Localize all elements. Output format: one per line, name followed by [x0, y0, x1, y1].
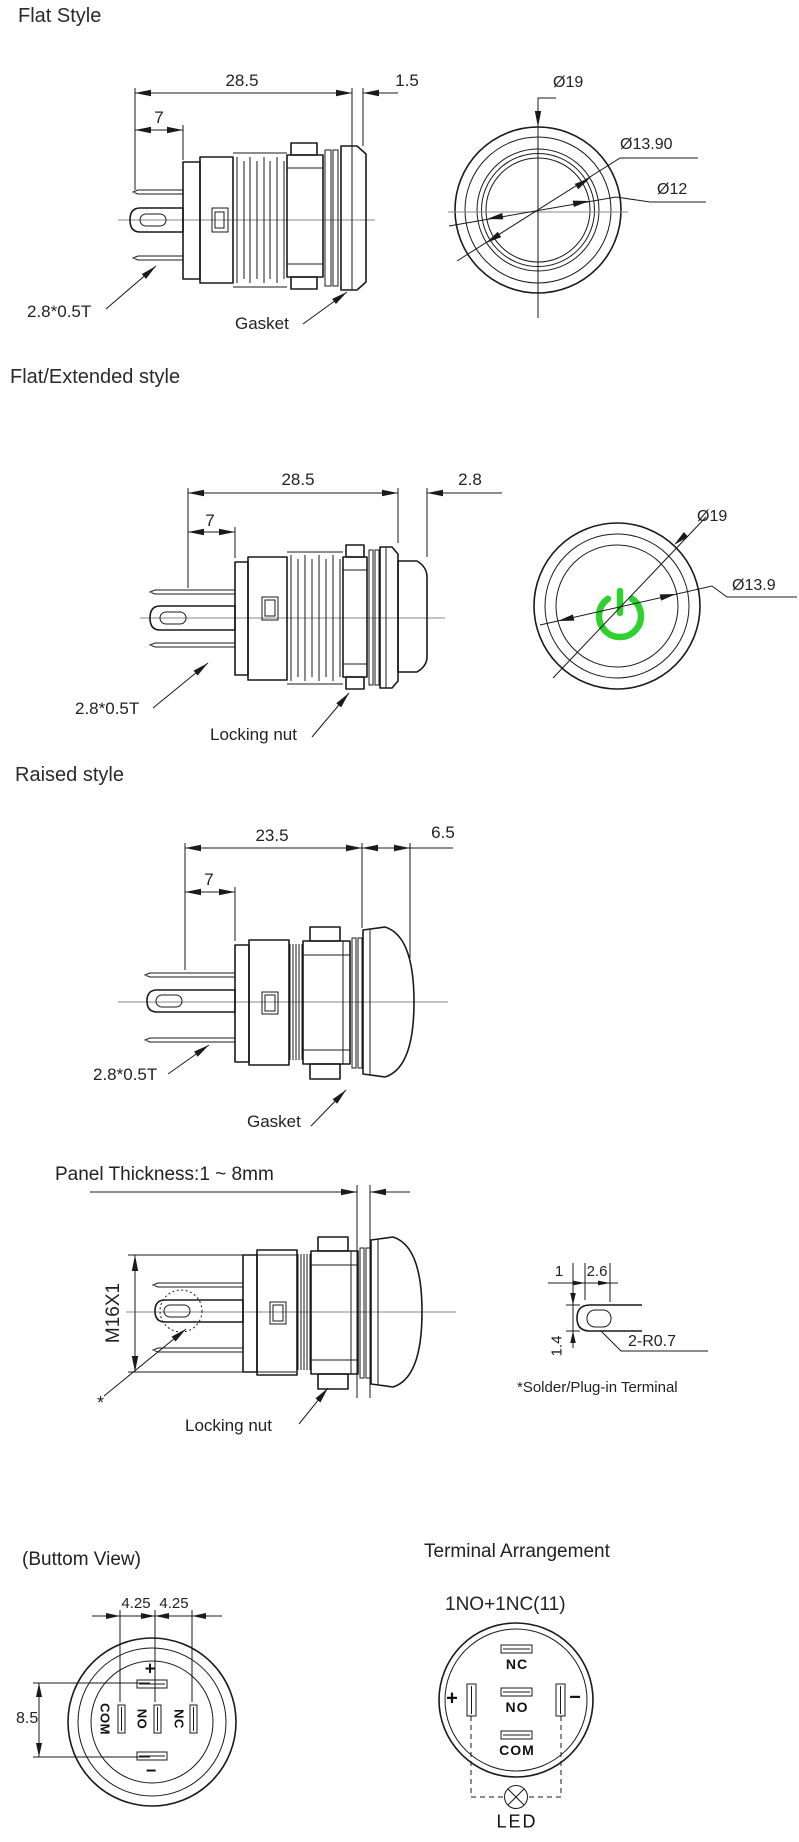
flat-dia-13-90-label: Ø13.90: [620, 136, 673, 153]
raised-dim-6-5: 6.5: [431, 823, 455, 842]
terminal-arrangement-title: Terminal Arrangement: [424, 1541, 610, 1562]
flat-dia-19-label: Ø19: [553, 74, 584, 91]
bottom-view-title: (Buttom View): [22, 1549, 141, 1570]
raised-terminal-size-label: 2.8*0.5T: [93, 1065, 158, 1084]
flat-ext-dim-28-5: 28.5: [281, 470, 315, 489]
panel-thickness-title: Panel Thickness:1 ~ 8mm: [55, 1164, 274, 1185]
arrangement-nc-label: NC: [505, 1656, 529, 1672]
bottom-nc-label: NC: [171, 1709, 187, 1729]
flat-ext-locking-nut-label: Locking nut: [210, 725, 297, 744]
flat-dia-12-label: Ø12: [657, 181, 688, 198]
detail-dim-2-6: 2.6: [586, 1263, 608, 1280]
flat-extended-front-view: [534, 517, 797, 689]
flat-dim-7: 7: [154, 108, 164, 127]
flat-style-dimensions: [106, 88, 398, 324]
terminal-arrangement-drawing: [439, 1623, 593, 1809]
bottom-com-label: COM: [97, 1703, 113, 1735]
flat-extended-side-view: [140, 545, 445, 689]
arrangement-plus-label: +: [446, 1687, 458, 1710]
flat-terminal-size-label: 2.8*0.5T: [27, 302, 92, 321]
raised-dim-23-5: 23.5: [255, 826, 289, 845]
flat-ext-dim-2-8: 2.8: [458, 470, 482, 489]
raised-style-title: Raised style: [15, 764, 124, 786]
flat-style-front-view: [448, 98, 706, 318]
solder-terminal-note: *Solder/Plug-in Terminal: [517, 1379, 678, 1396]
flat-ext-terminal-size-label: 2.8*0.5T: [75, 699, 140, 718]
bottom-no-label: NO: [134, 1708, 150, 1730]
flat-style-side-view: [118, 143, 375, 290]
flat-ext-dia-19-label: Ø19: [697, 508, 728, 525]
terminal-config-label: 1NO+1NC(11): [445, 1594, 566, 1615]
raised-gasket-label: Gasket: [247, 1112, 301, 1131]
bottom-dim-8-5: 8.5: [16, 1710, 39, 1727]
flat-extended-title: Flat/Extended style: [10, 366, 181, 388]
flat-dim-1-5: 1.5: [395, 71, 419, 90]
bottom-minus-label: −: [145, 1760, 157, 1781]
bottom-plus-label: +: [144, 1658, 156, 1679]
detail-dim-1-4: 1.4: [548, 1335, 566, 1357]
panel-side-view: [126, 1185, 456, 1398]
raised-dim-7: 7: [204, 870, 214, 889]
arrangement-minus-label: −: [569, 1686, 581, 1709]
bottom-dim-4-25-right: 4.25: [159, 1595, 189, 1612]
bottom-dim-4-25-left: 4.25: [121, 1595, 151, 1612]
flat-ext-dia-13-9-label: Ø13.9: [732, 577, 776, 594]
asterisk-marker: *: [97, 1393, 105, 1413]
thread-spec-label: M16X1: [103, 1282, 124, 1344]
flat-ext-dim-7: 7: [205, 511, 215, 530]
panel-locking-nut-label: Locking nut: [185, 1416, 272, 1435]
flat-gasket-label: Gasket: [235, 314, 289, 333]
raised-side-view: [118, 927, 448, 1079]
arrangement-no-label: NO: [505, 1699, 529, 1715]
detail-radius-label: 2-R0.7: [628, 1333, 677, 1350]
detail-dim-1: 1: [554, 1263, 564, 1280]
panel-dimensions: [90, 1189, 410, 1424]
led-label: LED: [496, 1811, 538, 1832]
flat-dim-28-5: 28.5: [225, 71, 259, 90]
arrangement-com-label: COM: [499, 1742, 535, 1758]
flat-style-title: Flat Style: [18, 5, 102, 27]
